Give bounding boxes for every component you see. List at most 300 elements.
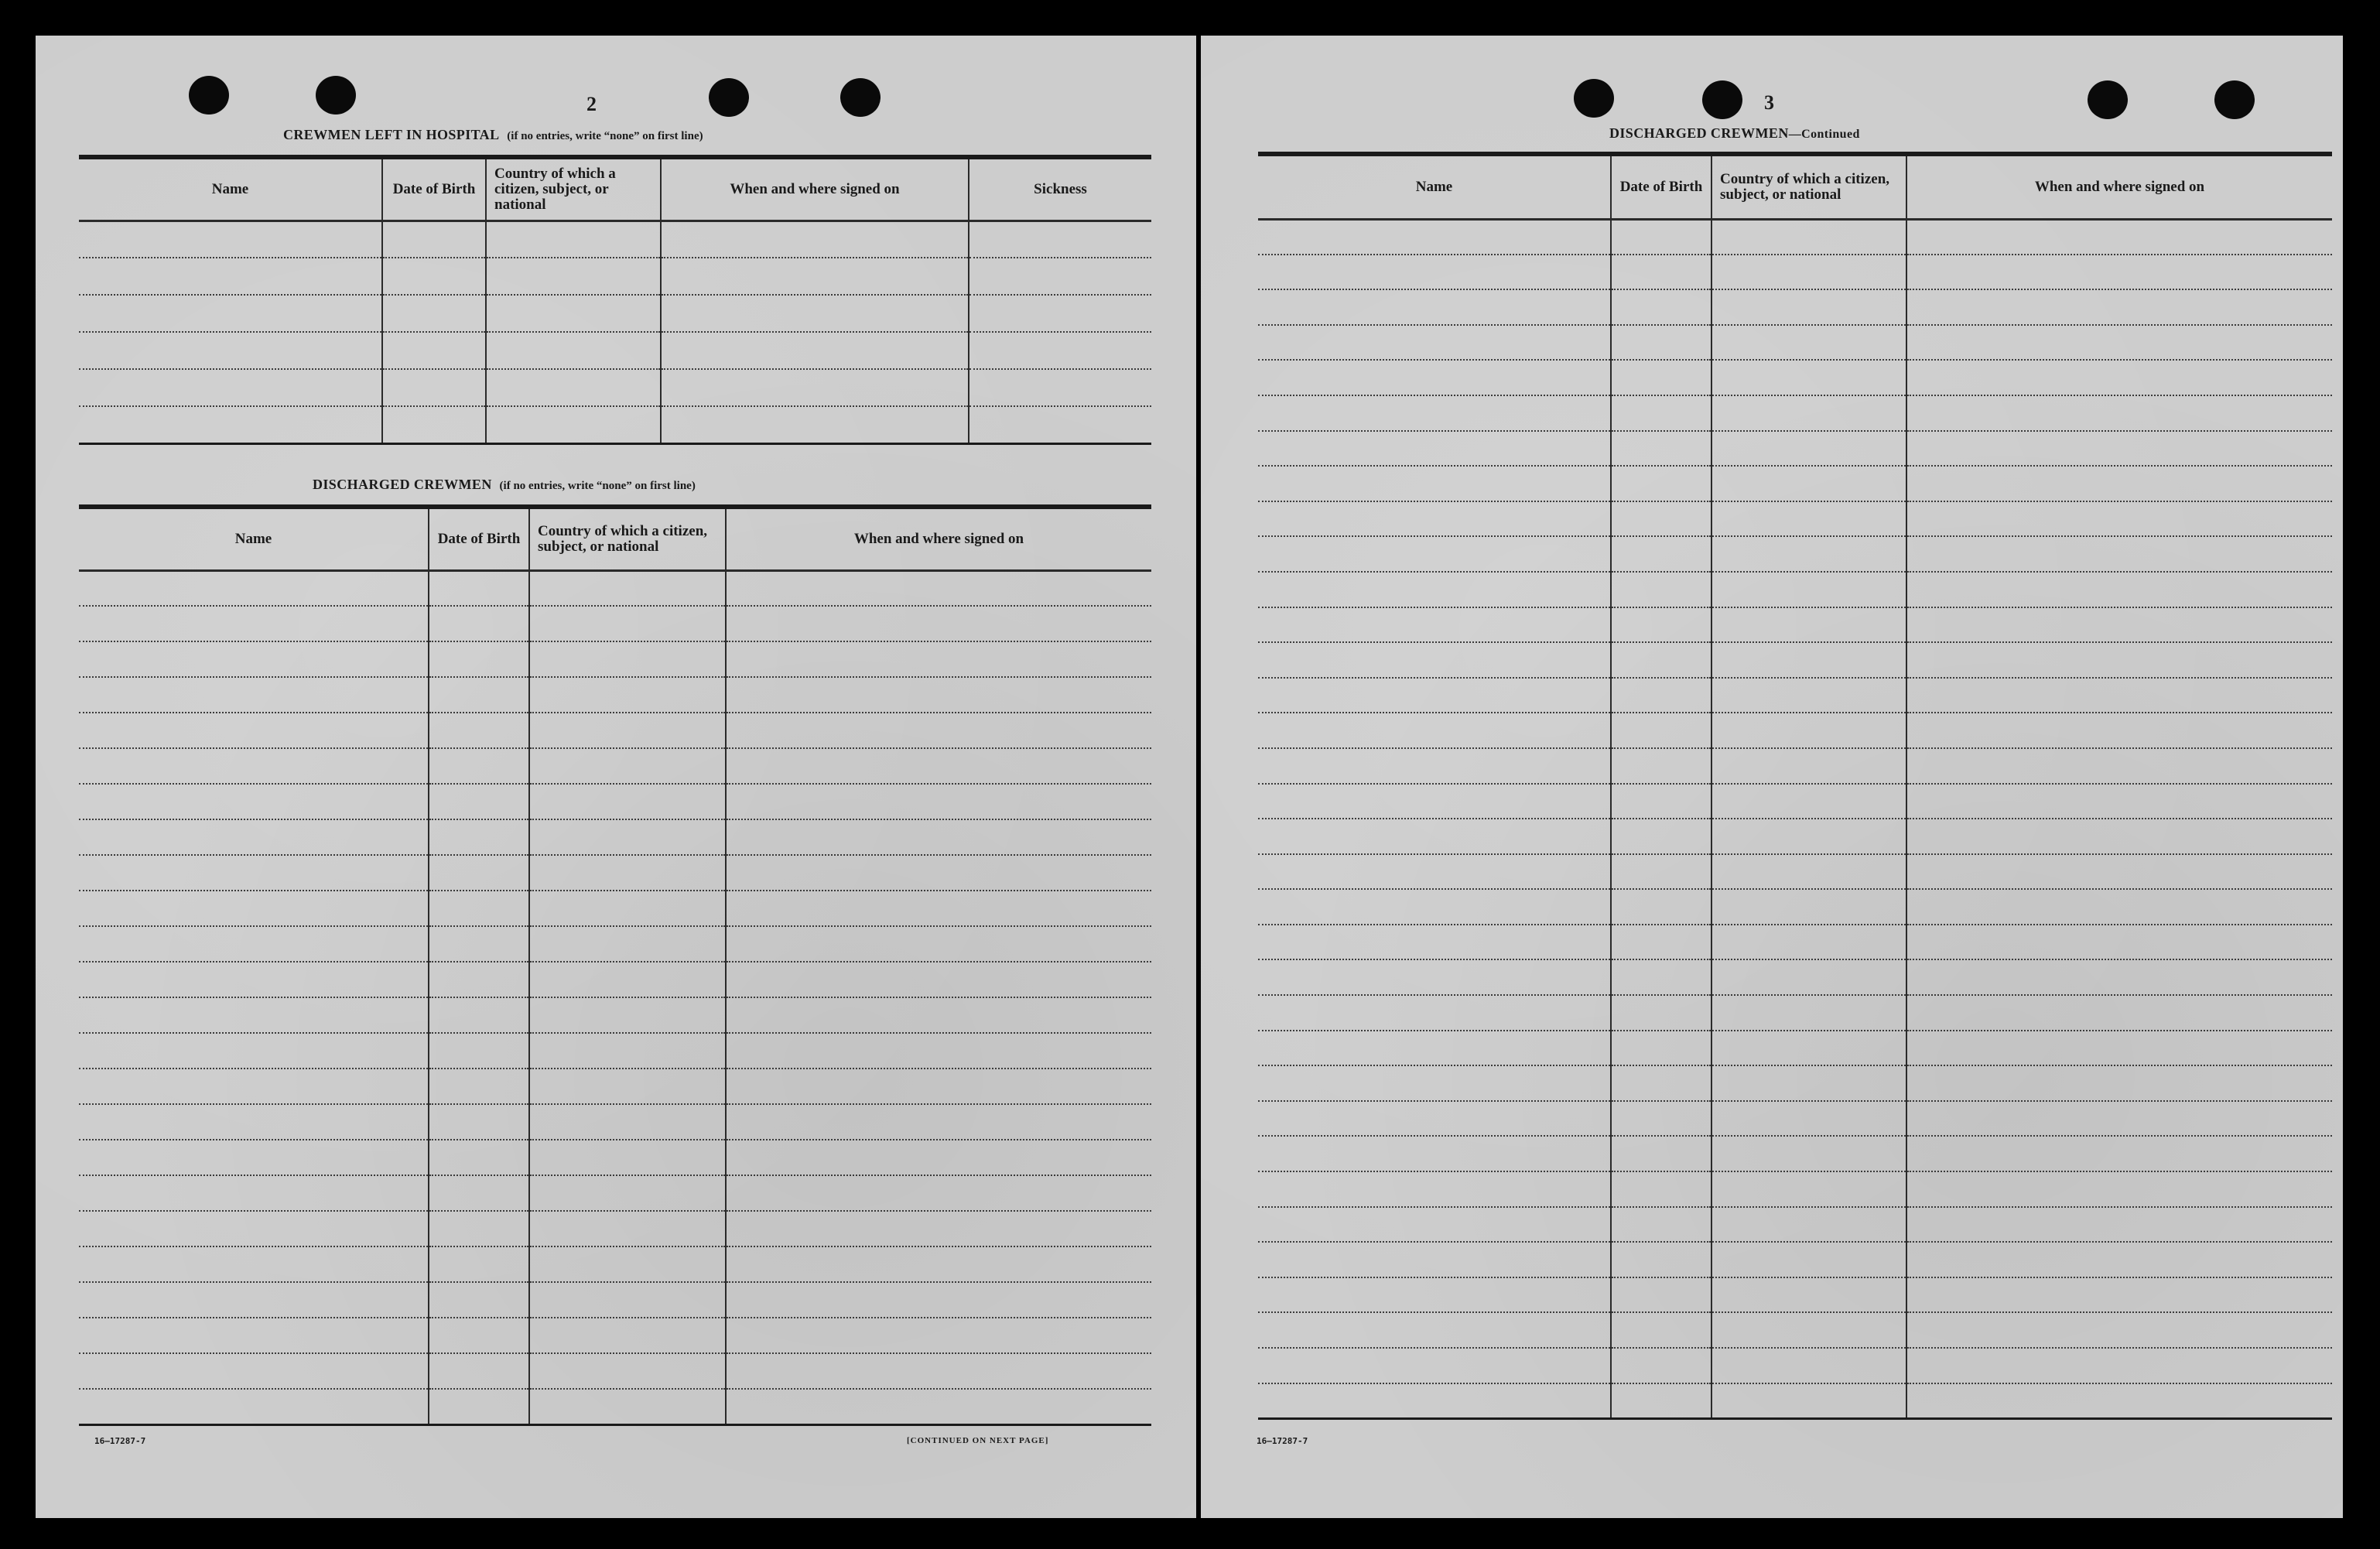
table-cell[interactable]	[79, 570, 429, 606]
table-cell[interactable]	[1711, 1065, 1906, 1101]
table-cell[interactable]	[429, 1175, 529, 1211]
table-cell[interactable]	[79, 332, 382, 369]
table-cell[interactable]	[1711, 713, 1906, 748]
table-cell[interactable]	[79, 1140, 429, 1175]
table-cell[interactable]	[1258, 995, 1611, 1031]
column-header-signed-on: When and where signed on	[661, 157, 969, 221]
table-cell[interactable]	[1906, 501, 2332, 537]
table-cell[interactable]	[1258, 431, 1611, 467]
table-cell[interactable]	[726, 570, 1151, 606]
table-cell[interactable]	[1611, 1171, 1711, 1207]
table-cell[interactable]	[382, 221, 486, 258]
table-cell[interactable]	[1611, 536, 1711, 572]
table-cell[interactable]	[1906, 1101, 2332, 1137]
table-cell[interactable]	[79, 258, 382, 295]
table-cell[interactable]	[429, 713, 529, 748]
table-cell[interactable]	[726, 1175, 1151, 1211]
table-cell[interactable]	[486, 295, 661, 332]
table-cell[interactable]	[529, 1353, 726, 1389]
table-cell[interactable]	[969, 332, 1151, 369]
table-cell[interactable]	[1906, 819, 2332, 854]
table-cell[interactable]	[429, 570, 529, 606]
table-cell[interactable]	[79, 891, 429, 926]
table-cell[interactable]	[1611, 1101, 1711, 1137]
table-cell[interactable]	[1711, 536, 1906, 572]
table-cell[interactable]	[529, 1140, 726, 1175]
table-cell[interactable]	[1906, 607, 2332, 643]
table-cell[interactable]	[726, 1318, 1151, 1353]
table-cell[interactable]	[1611, 325, 1711, 361]
table-cell[interactable]	[1258, 289, 1611, 325]
table-cell[interactable]	[1711, 607, 1906, 643]
table-cell[interactable]	[1711, 642, 1906, 678]
table-cell[interactable]	[1711, 1312, 1906, 1348]
table-cell[interactable]	[429, 855, 529, 891]
table-cell[interactable]	[79, 1211, 429, 1246]
table-cell[interactable]	[429, 1389, 529, 1424]
table-cell[interactable]	[726, 1104, 1151, 1140]
table-cell[interactable]	[661, 332, 969, 369]
table-cell[interactable]	[1611, 360, 1711, 395]
table-cell[interactable]	[1258, 1171, 1611, 1207]
table-cell[interactable]	[1906, 431, 2332, 467]
table-cell[interactable]	[429, 677, 529, 713]
table-cell[interactable]	[529, 1104, 726, 1140]
table-cell[interactable]	[661, 295, 969, 332]
table-row	[79, 369, 1151, 406]
table-cell[interactable]	[1258, 572, 1611, 607]
punch-hole	[189, 76, 229, 115]
table-cell[interactable]	[1611, 748, 1711, 784]
table-cell[interactable]	[382, 332, 486, 369]
table-row	[1258, 501, 2332, 537]
table-cell[interactable]	[969, 295, 1151, 332]
table-cell[interactable]	[1906, 784, 2332, 819]
discharged-section-title: DISCHARGED CREWMEN (if no entries, write “none” on first line)	[313, 477, 696, 492]
table-cell[interactable]	[1906, 219, 2332, 255]
table-cell[interactable]	[726, 962, 1151, 997]
table-cell[interactable]	[1711, 995, 1906, 1031]
table-cell[interactable]	[429, 1282, 529, 1318]
table-cell[interactable]	[1906, 289, 2332, 325]
table-cell[interactable]	[1711, 1277, 1906, 1313]
table-cell[interactable]	[1711, 819, 1906, 854]
table-cell[interactable]	[79, 406, 382, 443]
table-cell[interactable]	[529, 1282, 726, 1318]
table-cell[interactable]	[726, 1211, 1151, 1246]
table-cell[interactable]	[1258, 642, 1611, 678]
table-cell[interactable]	[1906, 572, 2332, 607]
table-cell[interactable]	[969, 369, 1151, 406]
table-cell[interactable]	[1906, 360, 2332, 395]
table-row	[1258, 1207, 2332, 1243]
table-cell[interactable]	[1258, 925, 1611, 960]
table-cell[interactable]	[1611, 607, 1711, 643]
table-cell[interactable]	[1611, 466, 1711, 501]
table-cell[interactable]	[1611, 431, 1711, 467]
table-cell[interactable]	[1258, 466, 1611, 501]
table-cell[interactable]	[1906, 536, 2332, 572]
table-cell[interactable]	[726, 1140, 1151, 1175]
table-cell[interactable]	[726, 713, 1151, 748]
table-cell[interactable]	[1611, 289, 1711, 325]
column-header-country: Country of which a citizen, subject, or national	[529, 507, 726, 570]
table-cell[interactable]	[1258, 1207, 1611, 1243]
table-cell[interactable]	[529, 748, 726, 784]
table-cell[interactable]	[429, 641, 529, 677]
table-cell[interactable]	[1258, 1383, 1611, 1419]
table-cell[interactable]	[1711, 1207, 1906, 1243]
table-cell[interactable]	[1711, 219, 1906, 255]
table-cell[interactable]	[726, 784, 1151, 819]
table-cell[interactable]	[429, 1353, 529, 1389]
table-cell[interactable]	[1258, 1348, 1611, 1383]
form-code: 16—17287-7	[94, 1436, 146, 1446]
table-row	[1258, 1171, 2332, 1207]
table-cell[interactable]	[79, 1175, 429, 1211]
table-cell[interactable]	[1611, 1065, 1711, 1101]
table-cell[interactable]	[79, 784, 429, 819]
table-cell[interactable]	[79, 926, 429, 962]
table-cell[interactable]	[1611, 572, 1711, 607]
table-cell[interactable]	[1611, 995, 1711, 1031]
table-cell[interactable]	[79, 819, 429, 855]
table-cell[interactable]	[1258, 1312, 1611, 1348]
table-cell[interactable]	[1711, 501, 1906, 537]
table-cell[interactable]	[1711, 1101, 1906, 1137]
table-cell[interactable]	[529, 1211, 726, 1246]
table-cell[interactable]	[1611, 642, 1711, 678]
table-cell[interactable]	[429, 819, 529, 855]
table-cell[interactable]	[726, 1353, 1151, 1389]
hospital-table	[79, 155, 1151, 445]
table-row	[79, 713, 1151, 748]
table-cell[interactable]	[529, 1318, 726, 1353]
table-cell[interactable]	[429, 1033, 529, 1069]
table-cell[interactable]	[1906, 255, 2332, 290]
table-cell[interactable]	[1711, 1171, 1906, 1207]
table-cell[interactable]	[1611, 959, 1711, 995]
table-cell[interactable]	[1906, 1136, 2332, 1171]
table-cell[interactable]	[382, 369, 486, 406]
table-cell[interactable]	[79, 295, 382, 332]
table-cell[interactable]	[1906, 1348, 2332, 1383]
table-cell[interactable]	[1258, 325, 1611, 361]
table-cell[interactable]	[79, 369, 382, 406]
table-cell[interactable]	[726, 606, 1151, 641]
table-cell[interactable]	[429, 606, 529, 641]
table-cell[interactable]	[1906, 642, 2332, 678]
table-cell[interactable]	[429, 926, 529, 962]
table-cell[interactable]	[1258, 1136, 1611, 1171]
table-cell[interactable]	[1711, 959, 1906, 995]
punch-hole	[1702, 80, 1742, 119]
table-cell[interactable]	[429, 1140, 529, 1175]
table-cell[interactable]	[429, 784, 529, 819]
table-cell[interactable]	[1711, 466, 1906, 501]
table-cell[interactable]	[1711, 360, 1906, 395]
table-cell[interactable]	[1611, 1277, 1711, 1313]
table-cell[interactable]	[1611, 854, 1711, 890]
table-cell[interactable]	[726, 926, 1151, 962]
table-cell[interactable]	[486, 258, 661, 295]
table-cell[interactable]	[1258, 678, 1611, 713]
table-cell[interactable]	[1611, 1207, 1711, 1243]
table-cell[interactable]	[1611, 1136, 1711, 1171]
table-cell[interactable]	[529, 1175, 726, 1211]
table-cell[interactable]	[1611, 395, 1711, 431]
table-cell[interactable]	[529, 570, 726, 606]
table-cell[interactable]	[1258, 1031, 1611, 1066]
table-cell[interactable]	[726, 891, 1151, 926]
table-cell[interactable]	[1711, 889, 1906, 925]
table-cell[interactable]	[1611, 713, 1711, 748]
table-cell[interactable]	[661, 369, 969, 406]
table-cell[interactable]	[529, 855, 726, 891]
table-cell[interactable]	[79, 997, 429, 1033]
table-cell[interactable]	[1906, 1242, 2332, 1277]
table-cell[interactable]	[1711, 925, 1906, 960]
table-cell[interactable]	[1906, 748, 2332, 784]
table-cell[interactable]	[529, 713, 726, 748]
punch-hole	[2088, 80, 2128, 119]
table-cell[interactable]	[1906, 1277, 2332, 1313]
table-cell[interactable]	[429, 891, 529, 926]
discharged-continued-title: DISCHARGED CREWMEN—Continued	[1609, 125, 1860, 141]
table-cell[interactable]	[529, 641, 726, 677]
table-cell[interactable]	[382, 406, 486, 443]
form-code: 16—17287-7	[1257, 1436, 1308, 1446]
table-cell[interactable]	[1258, 255, 1611, 290]
table-cell[interactable]	[429, 1246, 529, 1282]
table-cell[interactable]	[661, 406, 969, 443]
table-row	[79, 748, 1151, 784]
table-cell[interactable]	[1711, 1348, 1906, 1383]
table-cell[interactable]	[1906, 1171, 2332, 1207]
table-cell[interactable]	[1711, 1242, 1906, 1277]
table-cell[interactable]	[1711, 1136, 1906, 1171]
table-cell[interactable]	[1906, 1031, 2332, 1066]
table-cell[interactable]	[1258, 219, 1611, 255]
table-cell[interactable]	[1711, 1383, 1906, 1419]
table-cell[interactable]	[486, 369, 661, 406]
table-cell[interactable]	[529, 997, 726, 1033]
table-cell[interactable]	[1258, 819, 1611, 854]
table-cell[interactable]	[529, 891, 726, 926]
table-cell[interactable]	[969, 406, 1151, 443]
table-cell[interactable]	[529, 962, 726, 997]
table-cell[interactable]	[1611, 1383, 1711, 1419]
table-cell[interactable]	[79, 677, 429, 713]
table-cell[interactable]	[429, 962, 529, 997]
table-cell[interactable]	[1906, 395, 2332, 431]
table-cell[interactable]	[1611, 784, 1711, 819]
table-cell[interactable]	[726, 997, 1151, 1033]
table-cell[interactable]	[529, 1389, 726, 1424]
table-cell[interactable]	[529, 1246, 726, 1282]
table-cell[interactable]	[1258, 360, 1611, 395]
table-cell[interactable]	[429, 1104, 529, 1140]
table-row	[1258, 289, 2332, 325]
table-cell[interactable]	[79, 1353, 429, 1389]
table-cell[interactable]	[726, 1389, 1151, 1424]
table-cell[interactable]	[1258, 784, 1611, 819]
table-cell[interactable]	[1611, 1242, 1711, 1277]
table-cell[interactable]	[726, 1069, 1151, 1104]
table-cell[interactable]	[1258, 501, 1611, 537]
table-cell[interactable]	[1906, 466, 2332, 501]
table-cell[interactable]	[79, 1389, 429, 1424]
table-cell[interactable]	[79, 1104, 429, 1140]
table-cell[interactable]	[1711, 572, 1906, 607]
table-cell[interactable]	[726, 748, 1151, 784]
table-cell[interactable]	[1611, 678, 1711, 713]
table-cell[interactable]	[726, 1033, 1151, 1069]
table-cell[interactable]	[529, 784, 726, 819]
table-cell[interactable]	[529, 677, 726, 713]
table-cell[interactable]	[429, 997, 529, 1033]
table-cell[interactable]	[661, 221, 969, 258]
table-row	[1258, 607, 2332, 643]
table-cell[interactable]	[1258, 395, 1611, 431]
table-cell[interactable]	[726, 1246, 1151, 1282]
table-row	[79, 221, 1151, 258]
punch-hole	[709, 78, 749, 117]
table-row	[1258, 1101, 2332, 1137]
table-cell[interactable]	[1906, 325, 2332, 361]
table-cell[interactable]	[429, 1069, 529, 1104]
table-cell[interactable]	[1258, 1242, 1611, 1277]
table-cell[interactable]	[1711, 1031, 1906, 1066]
table-cell[interactable]	[726, 1282, 1151, 1318]
table-cell[interactable]	[1906, 678, 2332, 713]
table-row	[79, 1389, 1151, 1424]
table-cell[interactable]	[1258, 959, 1611, 995]
table-cell[interactable]	[1611, 1031, 1711, 1066]
table-row	[1258, 255, 2332, 290]
table-cell[interactable]	[1711, 854, 1906, 890]
table-row	[79, 962, 1151, 997]
table-cell[interactable]	[79, 1033, 429, 1069]
punch-hole	[1574, 79, 1614, 118]
table-cell[interactable]	[1711, 395, 1906, 431]
table-cell[interactable]	[529, 1033, 726, 1069]
table-cell[interactable]	[1906, 959, 2332, 995]
table-cell[interactable]	[79, 713, 429, 748]
table-cell[interactable]	[79, 1282, 429, 1318]
table-cell[interactable]	[1711, 289, 1906, 325]
table-cell[interactable]	[726, 677, 1151, 713]
table-cell[interactable]	[1258, 748, 1611, 784]
table-cell[interactable]	[79, 748, 429, 784]
table-row	[79, 926, 1151, 962]
table-cell[interactable]	[79, 606, 429, 641]
table-cell[interactable]	[1611, 501, 1711, 537]
table-cell[interactable]	[1258, 713, 1611, 748]
table-cell[interactable]	[1906, 1312, 2332, 1348]
table-cell[interactable]	[1258, 889, 1611, 925]
table-cell[interactable]	[79, 1246, 429, 1282]
table-cell[interactable]	[969, 221, 1151, 258]
table-cell[interactable]	[1611, 219, 1711, 255]
column-header-date-of-birth: Date of Birth	[382, 157, 486, 221]
table-cell[interactable]	[726, 855, 1151, 891]
table-cell[interactable]	[1906, 1207, 2332, 1243]
table-cell[interactable]	[529, 819, 726, 855]
table-cell[interactable]	[1711, 431, 1906, 467]
table-cell[interactable]	[726, 641, 1151, 677]
table-cell[interactable]	[1711, 678, 1906, 713]
table-cell[interactable]	[1906, 713, 2332, 748]
table-cell[interactable]	[1711, 748, 1906, 784]
table-row	[79, 855, 1151, 891]
table-cell[interactable]	[1258, 1277, 1611, 1313]
table-cell[interactable]	[1611, 925, 1711, 960]
table-cell[interactable]	[1906, 889, 2332, 925]
table-cell[interactable]	[529, 1069, 726, 1104]
table-cell[interactable]	[1611, 1312, 1711, 1348]
table-cell[interactable]	[1906, 854, 2332, 890]
table-cell[interactable]	[1258, 854, 1611, 890]
table-cell[interactable]	[529, 926, 726, 962]
table-cell[interactable]	[429, 1318, 529, 1353]
table-cell[interactable]	[1258, 1065, 1611, 1101]
table-cell[interactable]	[1611, 889, 1711, 925]
table-row	[1258, 572, 2332, 607]
table-cell[interactable]	[1611, 255, 1711, 290]
table-cell[interactable]	[1906, 1065, 2332, 1101]
table-row	[79, 819, 1151, 855]
table-cell[interactable]	[969, 258, 1151, 295]
table-cell[interactable]	[79, 221, 382, 258]
table-cell[interactable]	[1906, 995, 2332, 1031]
table-cell[interactable]	[1258, 607, 1611, 643]
table-cell[interactable]	[529, 606, 726, 641]
table-row	[79, 570, 1151, 606]
table-cell[interactable]	[79, 641, 429, 677]
table-cell[interactable]	[382, 258, 486, 295]
table-cell[interactable]	[429, 1211, 529, 1246]
table-row	[1258, 325, 2332, 361]
table-row	[79, 997, 1151, 1033]
table-cell[interactable]	[726, 819, 1151, 855]
table-cell[interactable]	[79, 1318, 429, 1353]
table-cell[interactable]	[1906, 1383, 2332, 1419]
table-cell[interactable]	[79, 1069, 429, 1104]
table-row	[1258, 819, 2332, 854]
table-cell[interactable]	[1711, 255, 1906, 290]
table-cell[interactable]	[1611, 819, 1711, 854]
discharged-continued-table	[1258, 152, 2332, 1420]
table-cell[interactable]	[1258, 1101, 1611, 1137]
table-cell[interactable]	[486, 332, 661, 369]
page-number: 2	[586, 93, 597, 115]
table-cell[interactable]	[79, 962, 429, 997]
table-cell[interactable]	[429, 748, 529, 784]
table-cell[interactable]	[1611, 1348, 1711, 1383]
table-cell[interactable]	[486, 221, 661, 258]
table-cell[interactable]	[1258, 536, 1611, 572]
table-cell[interactable]	[79, 855, 429, 891]
table-cell[interactable]	[661, 258, 969, 295]
table-row	[1258, 854, 2332, 890]
table-cell[interactable]	[486, 406, 661, 443]
table-row	[79, 641, 1151, 677]
table-cell[interactable]	[1711, 784, 1906, 819]
table-cell[interactable]	[382, 295, 486, 332]
table-cell[interactable]	[1906, 925, 2332, 960]
table-cell[interactable]	[1711, 325, 1906, 361]
